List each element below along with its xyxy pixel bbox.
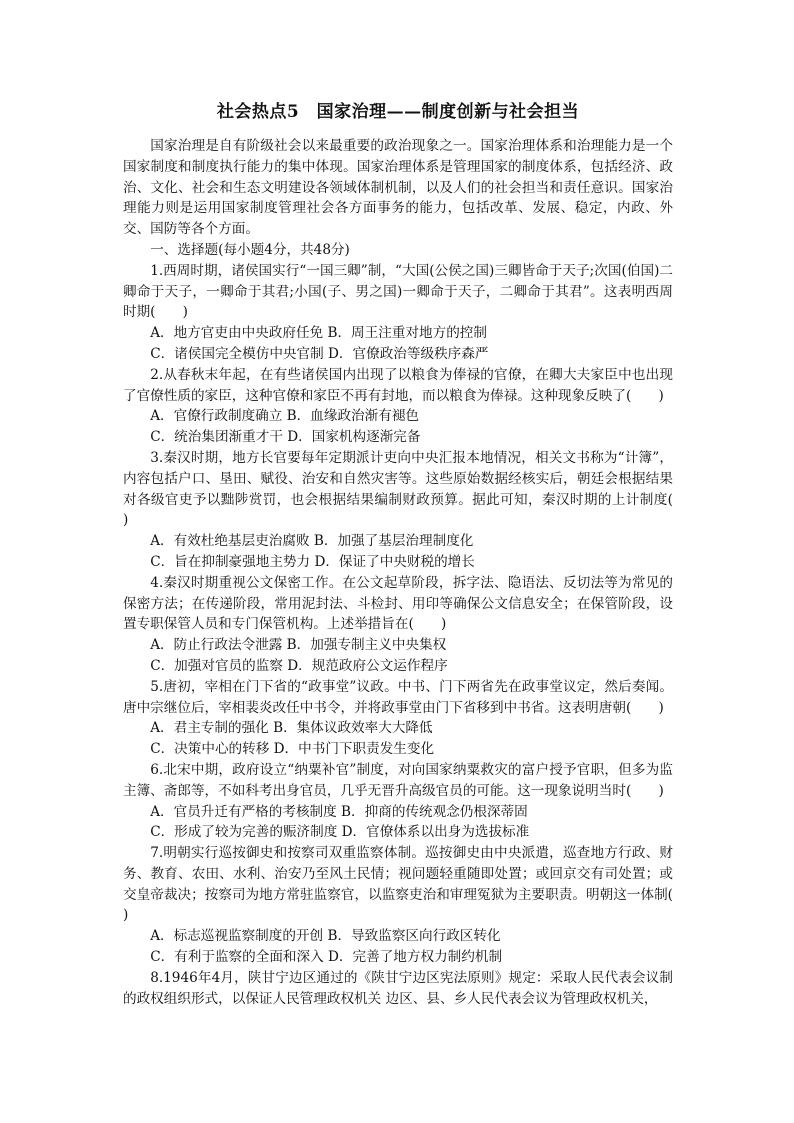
- question-6: [123, 760, 673, 843]
- options-row-cd: C．旨在抑制豪强地主势力 D．保证了中央财税的增长: [150, 553, 475, 570]
- options-row-ab: A．防止行政法令泄露 B．加强专制主义中央集权: [150, 637, 447, 654]
- options-row-ab: A．官员升迁有严格的考核制度 B．抑商的传统观念仍根深蒂固: [150, 803, 528, 820]
- options-row-cd: C．形成了较为完善的赈济制度 D．官僚体系以出身为选拔标准: [150, 824, 530, 841]
- options-row-ab: A．君主专制的强化 B．集体议政效率大大降低: [150, 720, 433, 737]
- question-5: [123, 677, 673, 760]
- options-row-cd: C．统治集团渐重才干 D．国家机构逐渐完备: [150, 429, 421, 446]
- document-page: [123, 100, 701, 1009]
- question-1: [123, 261, 673, 365]
- question-stem: 2.从春秋末年起，在有些诸侯国内出现了以粮食为俸禄的官僚，在卿大夫家臣中也出现了官僚性质的家臣，这种官僚和家臣不再有封地，而以粮食为俸禄。这种现象反映了( ): [123, 366, 673, 404]
- section-heading: 一、选择题(每小题4分，共48分): [150, 241, 350, 258]
- options-row-cd: C．加强对官员的监察 D．规范政府公文运作程序: [150, 657, 448, 674]
- options-row-ab: A．有效杜绝基层吏治腐败 B．加强了基层治理制度化: [150, 533, 474, 550]
- options-row-cd: C．有利于监察的全面和深入 D．完善了地方权力制约机制: [150, 949, 503, 966]
- question-4: [123, 573, 673, 677]
- question-3: [123, 448, 701, 573]
- options-row-ab: A．地方官吏由中央政府任免 B．周王注重对地方的控制: [150, 325, 487, 342]
- options-row-ab: A．标志巡视监察制度的开创 B．导致监察区向行政区转化: [150, 928, 501, 945]
- question-2: [123, 365, 673, 448]
- question-stem: 3.秦汉时期，地方长官要每年定期派计吏向中央汇报本地情况，相关文书称为“计簿”，内容包括户口、垦田、赋役、治安和自然灾害等。这些原始数据经核实后，朝廷会根据结果对各级官吏予以黜陟赏罚，也会根据结果编制财政预算。据此可知，秦汉时期的上计制度( ): [123, 449, 701, 529]
- question-stem: 7.明朝实行巡按御史和按察司双重监察体制。巡按御史由中央派遣，巡查地方行政、财务、教育、农田、水利、治安乃至风土民情；视问题轻重随即处置；或回京交有司处置；或交皇帝裁决；按察司为地方常驻监察官，以监察吏治和审理冤狱为主要职责。明朝这一体制( ): [123, 845, 701, 924]
- options-row-cd: C．决策中心的转移 D．中书门下职责发生变化: [150, 741, 435, 758]
- options-row-ab: A．官僚行政制度确立 B．血缘政治渐有褪色: [150, 408, 420, 425]
- question-8: [123, 968, 673, 1010]
- page-title: 社会热点5 国家治理——制度创新与社会担当: [216, 102, 580, 122]
- question-stem: 8.1946年4月，陕甘宁边区通过的《陕甘宁边区宪法原则》规定：采取人民代表会议制的政权组织形式，以保证人民管理政权机关 边区、县、乡人民代表会议为管理政权机关，: [123, 969, 673, 1007]
- question-stem: 4.秦汉时期重视公文保密工作。在公文起草阶段，拆字法、隐语法、反切法等为常见的保密方法；在传递阶段，常用泥封法、斗检封、用印等确保公文信息安全；在保管阶段，设置专职保管人员和专门保管机构。上述举措旨在( ): [123, 574, 673, 633]
- options-row-cd: C．诸侯国完全模仿中央官制 D．官僚政治等级秩序森严: [150, 345, 489, 362]
- intro-paragraph: 国家治理是自有阶级社会以来最重要的政治现象之一。国家治理体系和治理能力是一个国家制度和制度执行能力的集中体现。国家治理体系是管理国家的制度体系，包括经济、政治、文化、社会和生态文明建设各领域体制机制，以及人们的社会担当和责任意识。国家治理能力则是运用国家制度管理社会各方面事务的能力，包括改革、发展、稳定，内政、外交、国防等各个方面。: [123, 138, 673, 238]
- question-stem: 1.西周时期，诸侯国实行“一国三卿”制，“大国(公侯之国)三卿皆命于天子;次国(伯国)二卿命于天子，一卿命于其君;小国(子、男之国)一卿命于天子，二卿命于其君”。这表明西周时期( ): [123, 262, 673, 321]
- question-stem: 6.北宋中期，政府设立“纳粟补官”制度，对向国家纳粟救灾的富户授予官职，但多为监主簿、斋郎等，不如科考出身官员，几乎无晋升高级官员的可能。这一现象说明当时( ): [123, 761, 673, 799]
- question-7: [123, 843, 701, 968]
- question-stem: 5.唐初，宰相在门下省的“政事堂”议政。中书、门下两省先在政事堂议定，然后奏闻。唐中宗继位后，宰相裴炎改任中书令，并将政事堂由门下省移到中书省。这表明唐朝( ): [123, 678, 673, 716]
